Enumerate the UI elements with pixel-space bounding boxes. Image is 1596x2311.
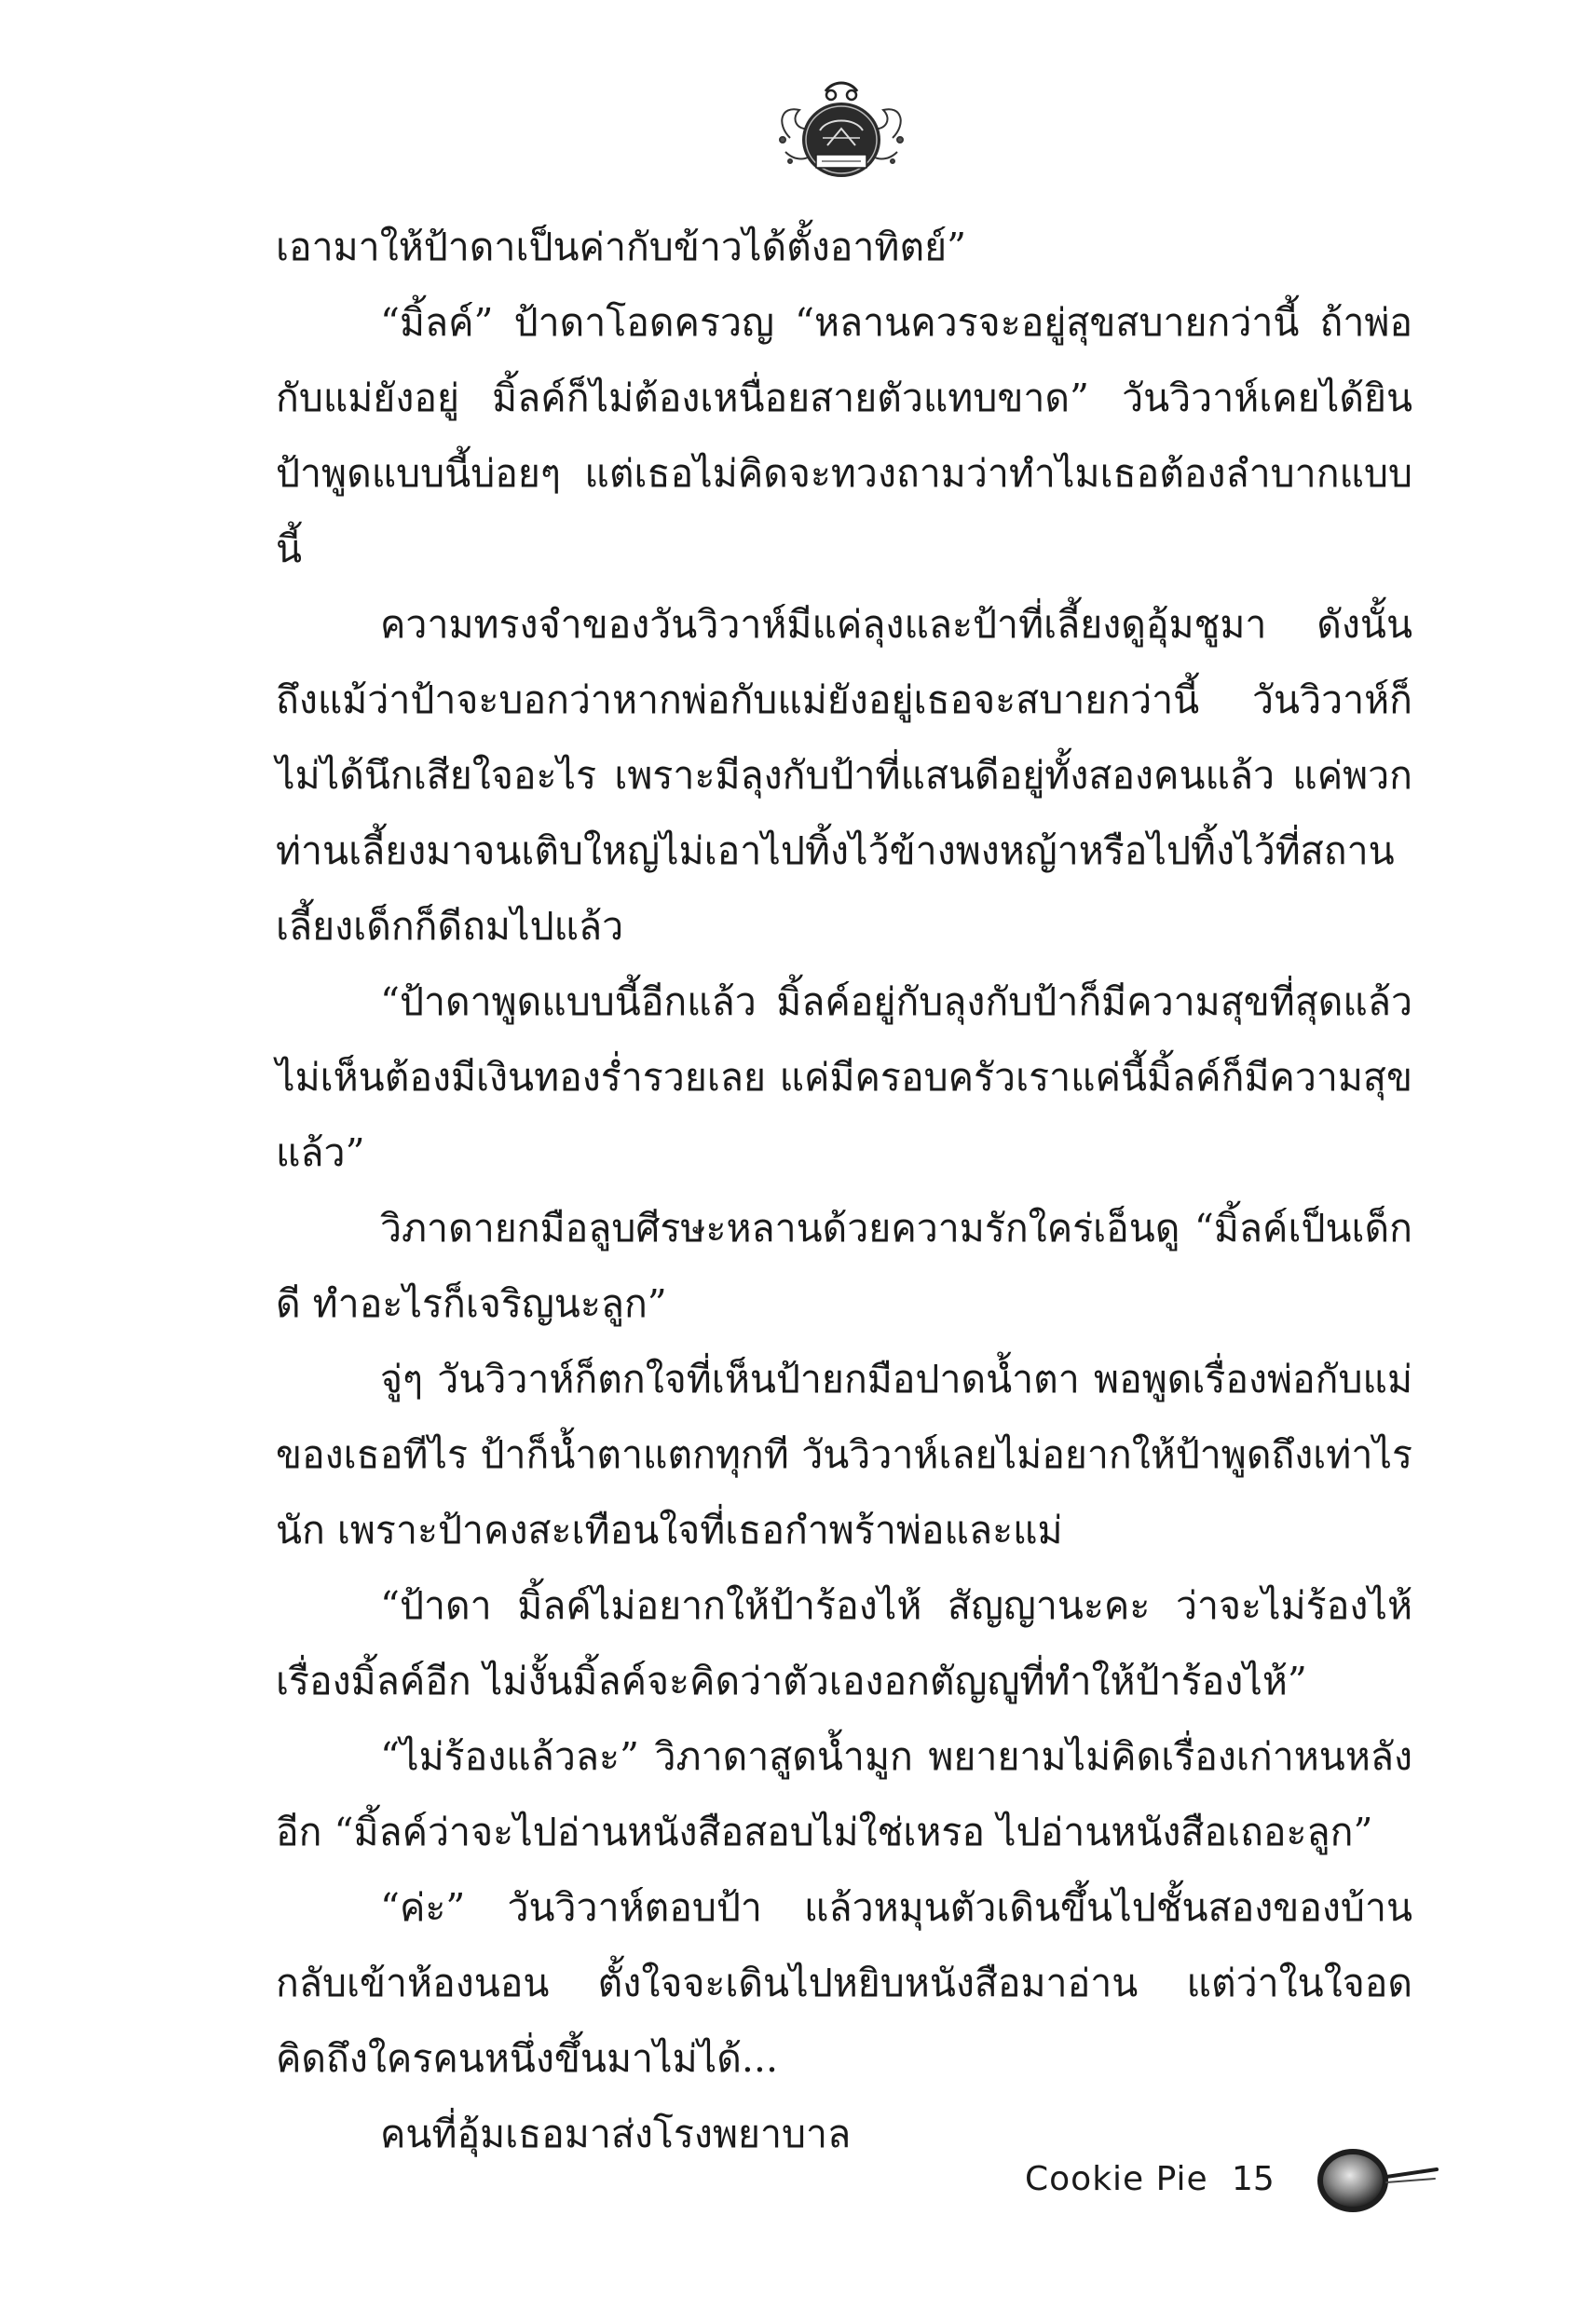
paragraph-6: จู่ๆ วันวิวาห์ก็ตกใจที่เห็นป้ายกมือปาดน้ำตา พอพูดเรื่องพ่อกับแม่ของเธอทีไร ป้าก็น้ำตาแตกทุกที วันวิวาห์เลยไม่อยากให้ป้าพูดถึงเท่าไรนัก เพราะป้าคงสะเทือนใจที่เธอกำพร้าพ่อและแม่ <box>276 1357 1412 1552</box>
ornamental-emblem-icon <box>771 73 911 185</box>
paragraph-7: “ป้าดา มิ้ลค์ไม่อยากให้ป้าร้องไห้ สัญญานะคะ ว่าจะไม่ร้องไห้เรื่องมิ้ลค์อีก ไม่งั้นมิ้ลค์จะคิดว่าตัวเองอกตัญญูที่ทำให้ป้าร้องไห้” <box>276 1583 1412 1703</box>
paragraph-8: “ไม่ร้องแล้วละ” วิภาดาสูดน้ำมูก พยายามไม่คิดเรื่องเก่าหนหลังอีก “มิ้ลค์ว่าจะไปอ่านหนังสือสอบไม่ใช่เหรอ ไปอ่านหนังสือเถอะลูก” <box>276 1734 1412 1854</box>
paragraph-4: “ป้าดาพูดแบบนี้อีกแล้ว มิ้ลค์อยู่กับลุงกับป้าก็มีความสุขที่สุดแล้ว ไม่เห็นต้องมีเงินทองร่ำรวยเลย แค่มีครอบครัวเราแค่นี้มิ้ลค์ก็มีความสุขแล้ว” <box>276 979 1412 1175</box>
page-number: 15 <box>1232 2160 1275 2198</box>
paragraph-1: เอามาให้ป้าดาเป็นค่ากับข้าวได้ตั้งอาทิตย์” <box>276 225 967 269</box>
paragraph-5: วิภาดายกมือลูบศีรษะหลานด้วยความรักใคร่เอ็นดู “มิ้ลค์เป็นเด็กดี ทำอะไรก็เจริญนะลูก” <box>276 1206 1412 1326</box>
paragraph-9: “ค่ะ” วันวิวาห์ตอบป้า แล้วหมุนตัวเดินขึ้นไปชั้นสองของบ้านกลับเข้าห้องนอน ตั้งใจจะเดินไปหยิบหนังสือมาอ่าน แต่ว่าในใจอดคิดถึงใครคนหนึ่งขึ้นมาไม่ได้... <box>276 1885 1412 2081</box>
paragraph-10: คนที่อุ้มเธอมาส่งโรงพยาบาล <box>380 2112 852 2156</box>
body-text <box>276 210 1412 2172</box>
book-title: Cookie Pie <box>1025 2160 1208 2198</box>
frying-pan-icon <box>1314 2141 1439 2216</box>
page-footer <box>1025 2141 1435 2216</box>
paragraph-2: “มิ้ลค์” ป้าดาโอดครวญ “หลานควรจะอยู่สุขสบายกว่านี้ ถ้าพ่อกับแม่ยังอยู่ มิ้ลค์ก็ไม่ต้องเหนื่อยสายตัวแทบขาด” วันวิวาห์เคยได้ยินป้าพูดแบบนี้บ่อยๆ แต่เธอไม่คิดจะทวงถามว่าทำไมเธอต้องลำบากแบบนี้ <box>276 300 1412 571</box>
paragraph-3: ความทรงจำของวันวิวาห์มีแค่ลุงและป้าที่เลี้ยงดูอุ้มชูมา ดังนั้นถึงแม้ว่าป้าจะบอกว่าหากพ่อกับแม่ยังอยู่เธอจะสบายกว่านี้ วันวิวาห์ก็ไม่ได้นึกเสียใจอะไร เพราะมีลุงกับป้าที่แสนดีอยู่ทั้งสองคนแล้ว แค่พวกท่านเลี้ยงมาจนเติบใหญ่ไม่เอาไปทิ้งไว้ข้างพงหญ้าหรือไปทิ้งไว้ที่สถานเลี้ยงเด็กก็ดีถมไปแล้ว <box>276 602 1412 949</box>
